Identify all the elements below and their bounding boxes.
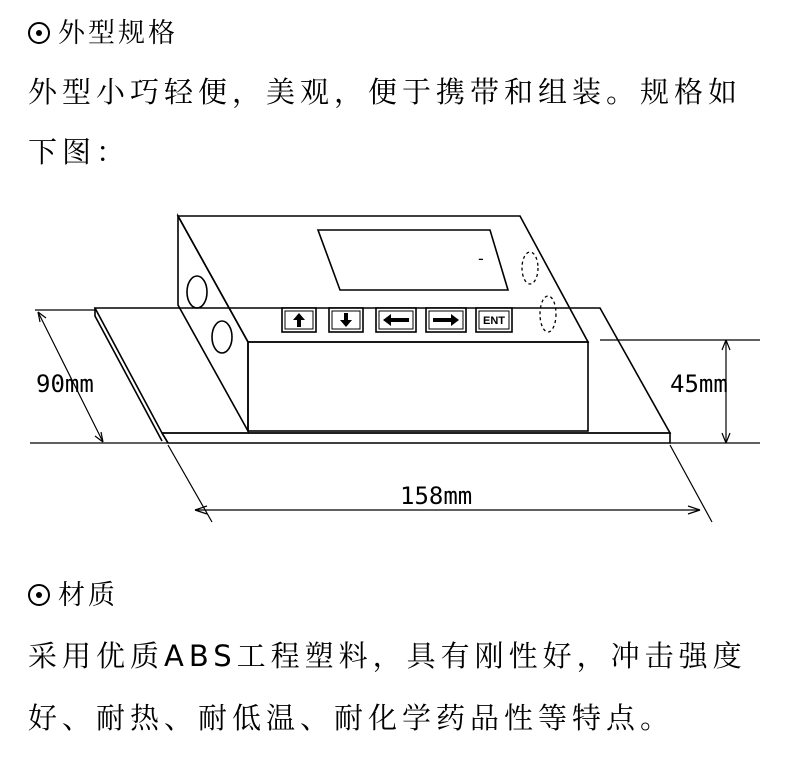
dimension-depth-label: 90mm: [36, 370, 94, 398]
paragraph-line: 好、耐热、耐低温、耐化学药品性等特点。: [28, 701, 675, 735]
key-up-button: [282, 308, 316, 332]
paragraph-line: 采用优质ABS工程塑料，具有刚性好，冲击强度: [28, 639, 747, 673]
device-front-face: [248, 342, 588, 431]
dotted-hole-icon: [522, 252, 538, 284]
circle-bullet-icon: [28, 584, 50, 606]
key-enter-button: [476, 308, 512, 332]
circle-bullet-icon: [28, 22, 50, 44]
key-right-button: [426, 308, 466, 332]
device-side-face: [178, 216, 248, 431]
keypad: [282, 308, 512, 332]
dimension-width-label: 158mm: [400, 482, 473, 510]
device-dimension-diagram: [0, 200, 790, 540]
key-left-button: [376, 308, 416, 332]
key-down-button: [329, 308, 363, 332]
paragraph-line: 外型小巧轻便，美观，便于携带和组装。规格如: [28, 75, 743, 109]
paragraph-line: 下图：: [28, 135, 131, 169]
heading-text: 材质: [58, 580, 118, 611]
heading-text: 外型规格: [58, 18, 178, 49]
side-hole-icon: [187, 276, 207, 308]
side-hole-icon: [212, 321, 232, 353]
section-heading-form-factor: [28, 16, 178, 52]
dotted-hole-icon: [540, 296, 556, 332]
enter-label: ENT: [483, 315, 505, 327]
display-mark: -: [478, 249, 484, 268]
section-heading-material: [28, 578, 118, 614]
dimension-height-label: 45mm: [670, 370, 728, 398]
base-plate-front: [162, 433, 670, 443]
